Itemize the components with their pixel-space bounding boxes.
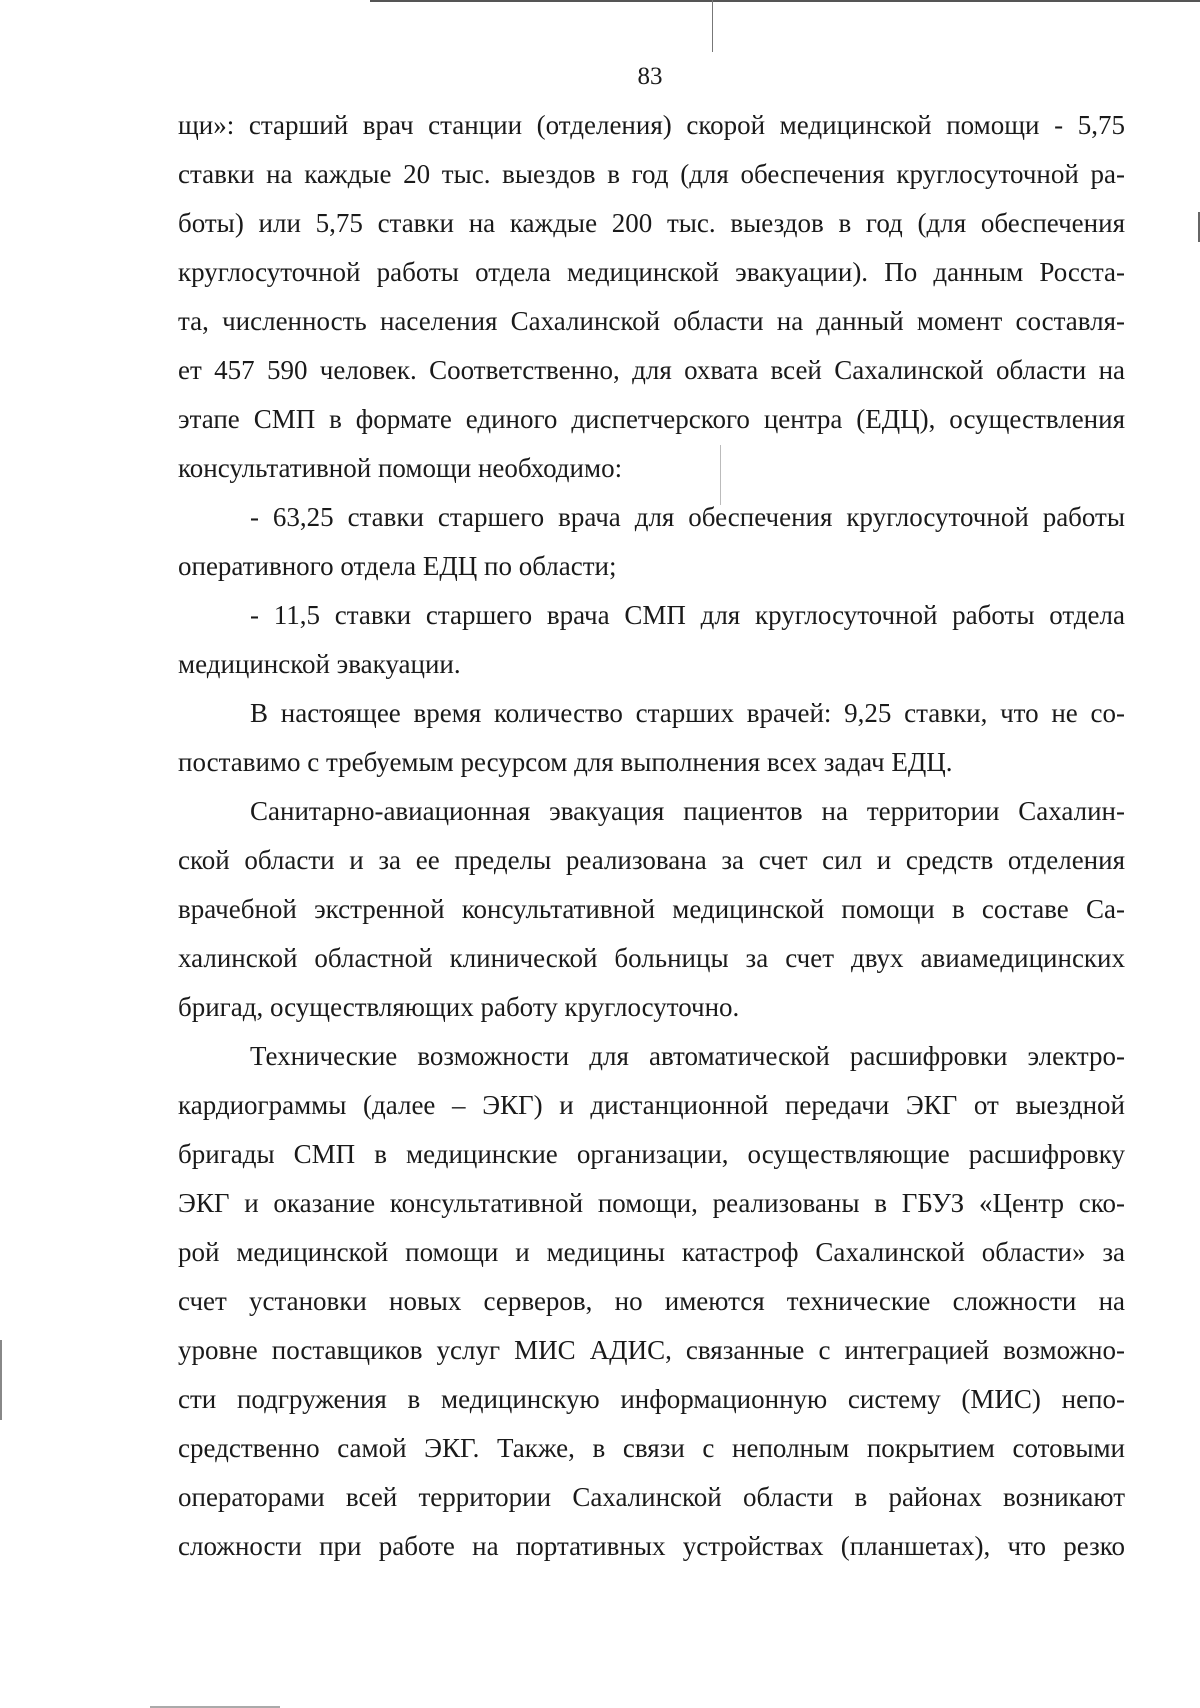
list-item-line: медицинской эвакуации. — [178, 649, 461, 679]
list-item-line: оперативного отдела ЕДЦ по области; — [178, 551, 617, 581]
scan-artifact-vertical-mark — [712, 0, 713, 52]
text-line: рой медицинской помощи и медицины катастроф Сахалинской области» за — [178, 1237, 1125, 1267]
text-line: сти подгружения в медицинскую информационную систему (МИС) непо- — [178, 1384, 1125, 1414]
text-line: бригады СМП в медицинские организации, осуществляющие расшифровку — [178, 1139, 1125, 1169]
text-line: Санитарно-авиационная эвакуация пациентов на территории Сахалин- — [250, 796, 1125, 826]
text-line: халинской областной клинической больницы за счет двух авиамедицинских — [178, 943, 1125, 973]
text-line: бригад, осуществляющих работу круглосуточно. — [178, 992, 740, 1022]
text-line: этапе СМП в формате единого диспетчерского центра (ЕДЦ), осуществления — [178, 404, 1125, 434]
text-line: В настоящее время количество старших врачей: 9,25 ставки, что не со- — [250, 698, 1125, 728]
text-line: ЭКГ и оказание консультативной помощи, реализованы в ГБУЗ «Центр ско- — [178, 1188, 1125, 1218]
list-item-line: - 63,25 ставки старшего врача для обеспечения круглосуточной работы — [250, 502, 1125, 532]
text-line: ской области и за ее пределы реализована за счет сил и средств отделения — [178, 845, 1125, 875]
text-line: ет 457 590 человек. Соответственно, для охвата всей Сахалинской области на — [178, 355, 1125, 385]
text-line: поставимо с требуемым ресурсом для выполнения всех задач ЕДЦ. — [178, 747, 953, 777]
text-line: ставки на каждые 20 тыс. выездов в год (для обеспечения круглосуточной ра- — [178, 159, 1125, 189]
text-line: та, численность населения Сахалинской области на данный момент составля- — [178, 306, 1125, 336]
text-line: кардиограммы (далее – ЭКГ) и дистанционной передачи ЭКГ от выездной — [178, 1090, 1125, 1120]
page-number: 83 — [637, 63, 663, 90]
text-line: врачебной экстренной консультативной медицинской помощи в составе Са- — [178, 894, 1125, 924]
text-line: счет установки новых серверов, но имеются технические сложности на — [178, 1286, 1125, 1316]
text-line: консультативной помощи необходимо: — [178, 453, 623, 483]
text-line: Технические возможности для автоматической расшифровки электро- — [250, 1041, 1125, 1071]
text-line: боты) или 5,75 ставки на каждые 200 тыс. выездов в год (для обеспечения — [178, 208, 1125, 238]
scan-artifact-top-rule — [370, 0, 1200, 2]
text-line: операторами всей территории Сахалинской области в районах возникают — [178, 1482, 1125, 1512]
scan-artifact-left-mark — [0, 1340, 2, 1420]
list-item-line: - 11,5 ставки старшего врача СМП для круглосуточной работы отдела — [250, 600, 1125, 630]
text-line: сложности при работе на портативных устройствах (планшетах), что резко — [178, 1531, 1125, 1561]
text-line: круглосуточной работы отдела медицинской эвакуации). По данным Росста- — [178, 257, 1125, 287]
text-line: уровне поставщиков услуг МИС АДИС, связанные с интеграцией возможно- — [178, 1335, 1125, 1365]
text-line: щи»: старший врач станции (отделения) скорой медицинской помощи - 5,75 — [178, 110, 1125, 140]
text-line: средственно самой ЭКГ. Также, в связи с неполным покрытием сотовыми — [178, 1433, 1125, 1463]
